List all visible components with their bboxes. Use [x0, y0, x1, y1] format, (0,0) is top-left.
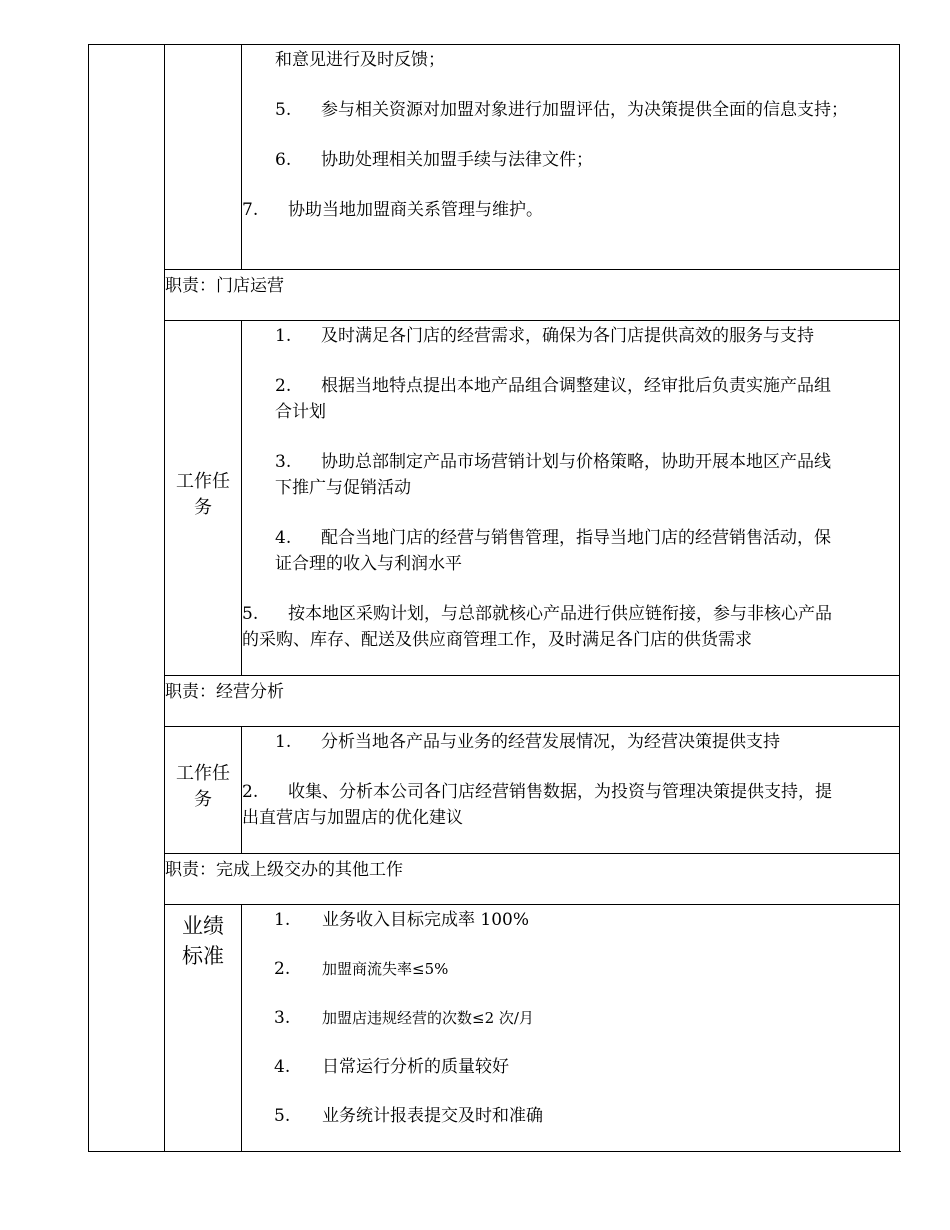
- item-text: 协助处理相关加盟手续与法律文件；: [321, 150, 593, 170]
- item-text: 和意见进行及时反馈；: [275, 50, 445, 70]
- item-text: 加盟商流失率≤5%: [322, 960, 449, 978]
- item-text: 合计划: [275, 402, 326, 422]
- task-label-line2: 务: [194, 497, 212, 518]
- item-text: 配合当地门店的经营与销售管理，指导当地门店的经营销售活动，保: [321, 528, 831, 548]
- item-text: 证合理的收入与利润水平: [275, 554, 462, 574]
- duty-analysis-row: [89, 676, 900, 727]
- duty-analysis-cell: [165, 676, 900, 727]
- item-number: 3.: [275, 452, 292, 472]
- item-number: 2.: [242, 782, 259, 802]
- item-number: 3.: [274, 1008, 291, 1028]
- item-number: 5.: [274, 1106, 291, 1126]
- list-item: [242, 449, 899, 475]
- task-store-items-cell: [242, 321, 900, 676]
- list-item: [242, 47, 899, 73]
- list-item: [242, 956, 899, 982]
- item-text: 的采购、库存、配送及供应商管理工作，及时满足各门店的供货需求: [242, 630, 752, 650]
- item-text: 收集、分析本公司各门店经营销售数据，为投资与管理决策提供支持，提: [288, 782, 832, 802]
- duty-store-row: [89, 270, 900, 321]
- task-analysis-label-cell: [165, 727, 242, 854]
- franchise-tasks-row: [89, 45, 900, 270]
- list-item: [242, 197, 899, 223]
- list-item-continuation: [242, 627, 899, 653]
- item-number: 1.: [275, 326, 292, 346]
- task-label-line2: 务: [194, 789, 212, 810]
- item-number: 4.: [274, 1057, 291, 1077]
- item-text: 业务统计报表提交及时和准确: [322, 1106, 543, 1126]
- item-text: 及时满足各门店的经营需求，确保为各门店提供高效的服务与支持: [321, 326, 814, 346]
- list-item: [242, 1103, 899, 1129]
- list-item: [242, 601, 899, 627]
- list-item: [242, 779, 899, 805]
- task-store-label-cell: [165, 321, 242, 676]
- list-item: [242, 525, 899, 551]
- item-text: 协助总部制定产品市场营销计划与价格策略，协助开展本地区产品线: [321, 452, 831, 472]
- list-item: [242, 907, 899, 933]
- list-item: [242, 1054, 899, 1080]
- task-analysis-items-cell: [242, 727, 900, 854]
- item-number: 5.: [242, 604, 259, 624]
- list-item-continuation: [242, 805, 899, 831]
- left-merged-cell: [89, 45, 165, 1152]
- list-item-continuation: [242, 399, 899, 425]
- duty-other-cell: [165, 854, 900, 905]
- item-number: 2.: [275, 376, 292, 396]
- item-number: 4.: [275, 528, 292, 548]
- duty-other-row: [89, 854, 900, 905]
- item-text: 下推广与促销活动: [275, 478, 411, 498]
- list-item: [242, 323, 899, 349]
- item-number: 6.: [275, 150, 292, 170]
- list-item-continuation: [242, 475, 899, 501]
- item-text: 参与相关资源对加盟对象进行加盟评估，为决策提供全面的信息支持；: [321, 100, 848, 120]
- item-text: 根据当地特点提出本地产品组合调整建议，经审批后负责实施产品组: [321, 376, 831, 396]
- job-description-table: [88, 44, 900, 1152]
- duty-analysis-label: 职责：经营分析: [165, 682, 284, 702]
- duty-store-cell: [165, 270, 900, 321]
- performance-row: [89, 905, 900, 1152]
- item-text: 按本地区采购计划，与总部就核心产品进行供应链衔接，参与非核心产品: [288, 604, 832, 624]
- list-item: [242, 1005, 899, 1031]
- item-number: 5.: [275, 100, 292, 120]
- task-label-line1: 工作任: [176, 763, 230, 784]
- list-item: [242, 729, 899, 755]
- duty-other-label: 职责：完成上级交办的其他工作: [165, 860, 403, 880]
- item-number: 2.: [274, 959, 291, 979]
- task-label-line1: 工作任: [176, 471, 230, 492]
- list-item: [242, 147, 899, 173]
- item-number: 1.: [274, 910, 291, 930]
- list-item: [242, 373, 899, 399]
- item-number: 7.: [242, 200, 259, 220]
- item-text: 出直营店与加盟店的优化建议: [242, 808, 463, 828]
- task-analysis-row: [89, 727, 900, 854]
- performance-label-cell: [165, 905, 242, 1152]
- item-text: 日常运行分析的质量较好: [322, 1057, 509, 1077]
- task-store-row: [89, 321, 900, 676]
- item-text: 加盟店违规经营的次数≤2 次/月: [322, 1009, 534, 1027]
- item-text: 协助当地加盟商关系管理与维护。: [288, 200, 543, 220]
- item-text: 分析当地各产品与业务的经营发展情况，为经营决策提供支持: [321, 732, 780, 752]
- performance-items-cell: [242, 905, 900, 1152]
- item-text: 业务收入目标完成率 100%: [322, 910, 530, 930]
- performance-label-line1: 业绩: [182, 914, 224, 938]
- franchise-tasks-cell: [242, 45, 900, 270]
- performance-label-line2: 标准: [182, 944, 224, 968]
- task-label-cell-empty: [165, 45, 242, 270]
- list-item: [242, 97, 899, 123]
- item-number: 1.: [275, 732, 292, 752]
- list-item-continuation: [242, 551, 899, 577]
- duty-store-label: 职责：门店运营: [165, 276, 284, 296]
